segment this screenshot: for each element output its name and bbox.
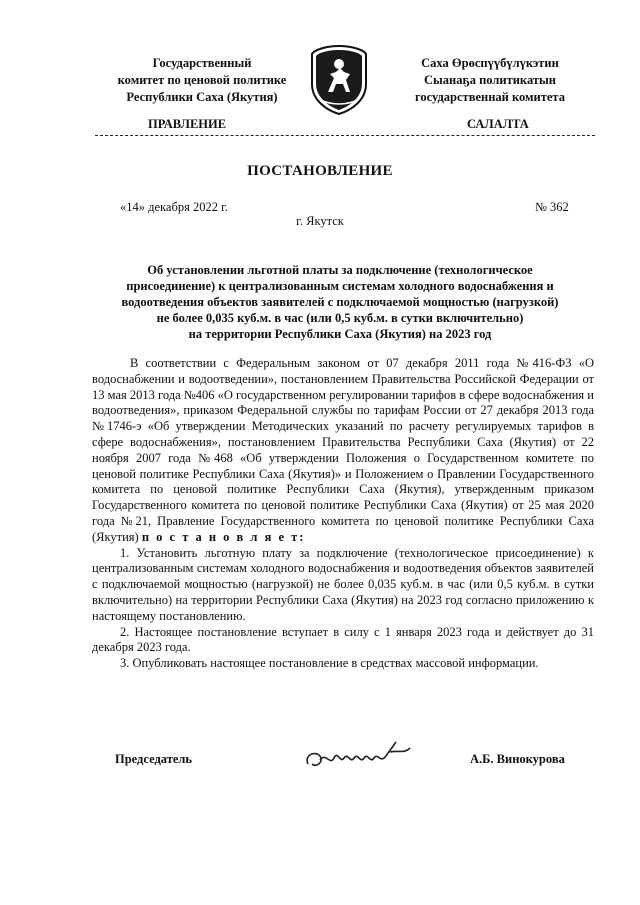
document-number: № 362 xyxy=(535,200,569,214)
coat-of-arms-icon xyxy=(306,44,372,116)
issuer-line: Государственный xyxy=(152,56,252,70)
preamble-paragraph xyxy=(92,356,594,546)
title-line: не более 0,035 куб.м. в час (или 0,5 куб.м. в сутки включительно) xyxy=(156,311,524,325)
signer-name: А.Б. Винокурова xyxy=(470,752,565,766)
document-title xyxy=(100,262,580,342)
header-divider xyxy=(95,135,595,136)
issuer-line: государственнай комитета xyxy=(415,90,565,104)
list-item: 1. Установить льготную плату за подключение (технологическое присоединение) к централизованным системам холодного водоснабжения и водоотведения объектов заявителей с подключаемой мощностью (нагрузкой) не более 0,035 куб.м. в час (или 0,5 куб.м. в сутки включительно) на территории Республики Саха (Якутия) на 2023 год согласно приложению к настоящему постановлению. xyxy=(92,545,594,623)
signer-title: Председатель xyxy=(115,752,193,766)
issuer-line: Республики Саха (Якутия) xyxy=(126,90,278,104)
preamble-text: В соответствии с Федеральным законом от 07 декабря 2011 года №416-ФЗ «О водоснабжении и водоотведении», постановлением Правительства Российской Федерации от 13 мая 2013 года №406 «О государственном регулировании тарифов в сфере водоснабжения и водоотведения», приказом Федеральной службы по тарифам России от 27 декабря 2013 года №1746-э «Об утверждении Методических указаний по расчету регулируемых тарифов в сфере водоснабжения», постановлением Правительства Республики Саха (Якутия) от 22 ноября 2007 года №468 «Об утверждении Положения о Государственном комитете по ценовой политике Республики Саха (Якутия)» и Положением о Правлении Государственного комитета по ценовой политике Республики Саха (Якутия), утвержденным приказом Государственного комитета по ценовой политике Республики Саха (Якутия) от 25 мая 2020 года №21, Правление Государственного комитета по ценовой политике Республики Саха (Якутия) xyxy=(92,356,594,544)
list-item: 3. Опубликовать настоящее постановление в средствах массовой информации. xyxy=(120,656,539,671)
issuer-line: Саха Өрөспүүбүлүкэтин xyxy=(421,56,559,70)
list-item: 2. Настоящее постановление вступает в силу с 1 января 2023 года и действует до 31 декабря 2023 года. xyxy=(92,624,594,655)
issuer-line: Сыанаҕа политикатын xyxy=(424,73,556,87)
document-body xyxy=(92,356,594,672)
decree-word: п о с т а н о в л я е т: xyxy=(141,529,306,544)
board-label-russian: ПРАВЛЕНИЕ xyxy=(148,117,227,131)
document-city: г. Якутск xyxy=(296,214,344,228)
issuer-name-russian xyxy=(92,55,312,106)
title-line: на территории Республики Саха (Якутия) на 2023 год xyxy=(188,327,492,341)
title-line: водоотведения объектов заявителей с подключаемой мощностью (нагрузкой) xyxy=(121,295,559,309)
title-line: присоединение) к централизованным системам холодного водоснабжения и xyxy=(126,279,554,293)
board-label-yakut: САЛАЛТА xyxy=(467,117,529,131)
document-date: «14» декабря 2022 г. xyxy=(120,200,228,214)
issuer-line: комитет по ценовой политике xyxy=(117,73,287,87)
issuer-name-yakut xyxy=(380,55,600,106)
title-line: Об установлении льготной платы за подключение (технологическое xyxy=(147,263,533,277)
signature-icon xyxy=(300,734,420,779)
document-type: ПОСТАНОВЛЕНИЕ xyxy=(247,163,393,179)
